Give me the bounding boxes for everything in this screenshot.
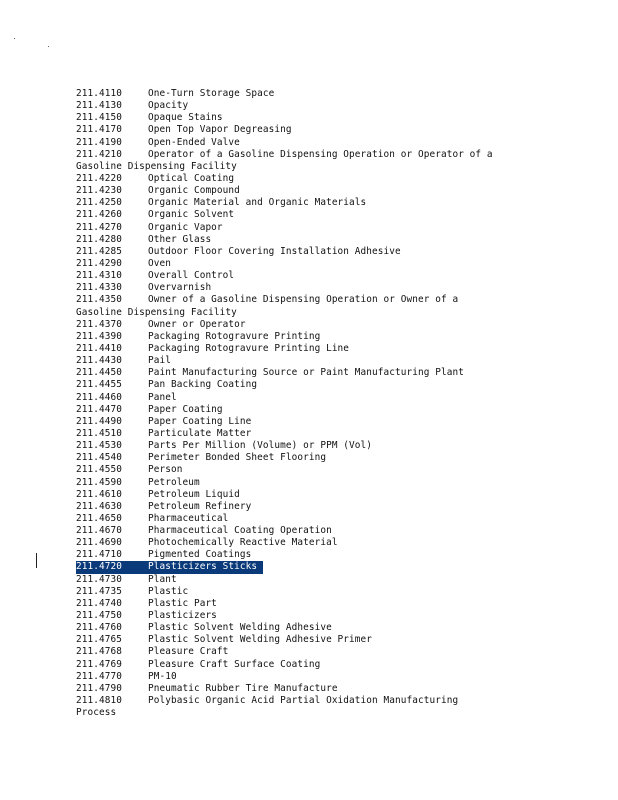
definitions-list	[76, 88, 556, 719]
section-number: 211.4770	[76, 670, 122, 682]
defined-term: Pigmented Coatings	[148, 549, 252, 561]
defined-term: Plastic Solvent Welding Adhesive Primer	[148, 634, 373, 646]
defined-term-continuation: Process	[76, 707, 117, 719]
section-number: 211.4650	[76, 512, 122, 524]
defined-term: Plant	[148, 573, 177, 585]
section-number: 211.4590	[76, 476, 122, 488]
list-item[interactable]	[76, 197, 556, 209]
section-number: 211.4760	[76, 622, 122, 634]
section-number: 211.4550	[76, 464, 122, 476]
list-item[interactable]	[76, 173, 556, 185]
section-number: 211.4220	[76, 172, 122, 184]
defined-term-continuation: Gasoline Dispensing Facility	[76, 306, 237, 318]
list-item[interactable]	[76, 537, 556, 549]
list-item[interactable]	[76, 379, 556, 391]
list-item[interactable]	[76, 234, 556, 246]
section-number: 211.4790	[76, 682, 122, 694]
defined-term: Plasticizers Sticks	[148, 561, 263, 573]
list-item[interactable]	[76, 489, 556, 501]
list-item[interactable]	[76, 258, 556, 270]
section-number: 211.4330	[76, 282, 122, 294]
defined-term: Petroleum Liquid	[148, 488, 240, 500]
defined-term: Pan Backing Coating	[148, 379, 258, 391]
list-item[interactable]	[76, 185, 556, 197]
list-item[interactable]	[76, 440, 556, 452]
section-number: 211.4690	[76, 537, 122, 549]
section-number: 211.4720	[76, 561, 148, 573]
section-number: 211.4250	[76, 197, 122, 209]
section-number: 211.4530	[76, 440, 122, 452]
list-item[interactable]	[76, 634, 556, 646]
defined-term: Organic Material and Organic Materials	[148, 197, 367, 209]
list-item[interactable]	[76, 574, 556, 586]
list-item[interactable]	[76, 222, 556, 234]
section-number: 211.4740	[76, 597, 122, 609]
section-number: 211.4768	[76, 646, 122, 658]
defined-term: Paper Coating Line	[148, 415, 252, 427]
defined-term: Open-Ended Valve	[148, 136, 240, 148]
defined-term: One-Turn Storage Space	[148, 88, 275, 99]
section-number: 211.4170	[76, 124, 122, 136]
defined-term: Panel	[148, 391, 177, 403]
list-item[interactable]	[76, 294, 556, 306]
section-number: 211.4370	[76, 318, 122, 330]
defined-term: Organic Vapor	[148, 221, 223, 233]
section-number: 211.4260	[76, 209, 122, 221]
list-item[interactable]	[76, 124, 556, 136]
section-number: 211.4290	[76, 257, 122, 269]
section-number: 211.4190	[76, 136, 122, 148]
scan-speck	[14, 38, 15, 39]
list-item[interactable]	[76, 513, 556, 525]
section-number: 211.4310	[76, 270, 122, 282]
defined-term: Plasticizers	[148, 610, 217, 622]
defined-term: Pleasure Craft	[148, 646, 229, 658]
section-number: 211.4630	[76, 500, 122, 512]
list-item[interactable]	[76, 209, 556, 221]
section-number: 211.4765	[76, 634, 122, 646]
list-item[interactable]	[76, 683, 556, 695]
defined-term: Plastic Part	[148, 597, 217, 609]
defined-term: Owner or Operator	[148, 318, 246, 330]
defined-term: Packaging Rotogravure Printing Line	[148, 342, 350, 354]
defined-term: Pharmaceutical Coating Operation	[148, 525, 332, 537]
section-number: 211.4150	[76, 112, 122, 124]
section-number: 211.4270	[76, 221, 122, 233]
defined-term: Owner of a Gasoline Dispensing Operation or Owner of a	[148, 294, 459, 306]
defined-term: Operator of a Gasoline Dispensing Operation or Operator of a	[148, 148, 493, 160]
section-number: 211.4670	[76, 525, 122, 537]
list-item[interactable]	[76, 695, 556, 707]
section-number: 211.4730	[76, 573, 122, 585]
list-item[interactable]	[76, 331, 556, 343]
defined-term: Outdoor Floor Covering Installation Adhesive	[148, 245, 401, 257]
defined-term: Opaque Stains	[148, 112, 223, 124]
defined-term: PM-10	[148, 670, 177, 682]
section-number: 211.4769	[76, 658, 122, 670]
section-number: 211.4455	[76, 379, 122, 391]
list-item[interactable]	[76, 598, 556, 610]
list-item-selected[interactable]	[76, 561, 556, 573]
list-item[interactable]	[76, 586, 556, 598]
defined-term: Plastic	[148, 585, 189, 597]
defined-term: Particulate Matter	[148, 427, 252, 439]
section-number: 211.4460	[76, 391, 122, 403]
list-item[interactable]	[76, 464, 556, 476]
list-item[interactable]	[76, 137, 556, 149]
defined-term: Perimeter Bonded Sheet Flooring	[148, 452, 327, 464]
defined-term: Person	[148, 464, 183, 476]
section-number: 211.4810	[76, 695, 122, 707]
list-item[interactable]	[76, 659, 556, 671]
section-number: 211.4410	[76, 342, 122, 354]
section-number: 211.4510	[76, 427, 122, 439]
defined-term: Optical Coating	[148, 172, 235, 184]
defined-term: Other Glass	[148, 233, 212, 245]
list-item[interactable]	[76, 501, 556, 513]
list-item[interactable]	[76, 367, 556, 379]
list-item[interactable]	[76, 549, 556, 561]
defined-term: Pneumatic Rubber Tire Manufacture	[148, 682, 338, 694]
section-number: 211.4430	[76, 355, 122, 367]
defined-term: Petroleum Refinery	[148, 500, 252, 512]
list-item[interactable]	[76, 343, 556, 355]
defined-term: Pharmaceutical	[148, 512, 229, 524]
list-item[interactable]	[76, 428, 556, 440]
list-item[interactable]	[76, 622, 556, 634]
defined-term: Polybasic Organic Acid Partial Oxidation Manufacturing	[148, 695, 459, 707]
defined-term: Pail	[148, 355, 171, 367]
list-item[interactable]	[76, 319, 556, 331]
defined-term-continuation: Gasoline Dispensing Facility	[76, 160, 237, 172]
section-number: 211.4285	[76, 245, 122, 257]
list-item[interactable]	[76, 404, 556, 416]
section-number: 211.4750	[76, 610, 122, 622]
scan-speck	[48, 46, 49, 47]
defined-term: Overall Control	[148, 270, 235, 282]
list-item[interactable]	[76, 149, 556, 161]
defined-term: Paper Coating	[148, 403, 223, 415]
list-item[interactable]	[76, 392, 556, 404]
defined-term: Plastic Solvent Welding Adhesive	[148, 622, 332, 634]
section-number: 211.4130	[76, 100, 122, 112]
defined-term: Opacity	[148, 100, 189, 112]
defined-term: Overvarnish	[148, 282, 212, 294]
list-item[interactable]	[76, 88, 556, 100]
section-number: 211.4710	[76, 549, 122, 561]
list-item[interactable]	[76, 246, 556, 258]
list-item[interactable]	[76, 270, 556, 282]
list-item[interactable]	[76, 452, 556, 464]
list-item[interactable]	[76, 282, 556, 294]
list-item[interactable]	[76, 100, 556, 112]
defined-term: Open Top Vapor Degreasing	[148, 124, 292, 136]
defined-term: Petroleum	[148, 476, 200, 488]
section-number: 211.4490	[76, 415, 122, 427]
section-number: 211.4610	[76, 488, 122, 500]
section-number: 211.4390	[76, 330, 122, 342]
list-item[interactable]	[76, 646, 556, 658]
defined-term: Oven	[148, 257, 171, 269]
list-item[interactable]	[76, 416, 556, 428]
section-number: 211.4230	[76, 185, 122, 197]
defined-term: Packaging Rotogravure Printing	[148, 330, 321, 342]
section-number: 211.4280	[76, 233, 122, 245]
section-number: 211.4540	[76, 452, 122, 464]
list-item[interactable]	[76, 610, 556, 622]
section-number: 211.4735	[76, 585, 122, 597]
list-item[interactable]	[76, 355, 556, 367]
section-number: 211.4210	[76, 148, 122, 160]
text-cursor	[36, 553, 37, 568]
list-item[interactable]	[76, 112, 556, 124]
list-item[interactable]	[76, 477, 556, 489]
defined-term: Photochemically Reactive Material	[148, 537, 338, 549]
defined-term: Organic Solvent	[148, 209, 235, 221]
list-item[interactable]	[76, 671, 556, 683]
section-number: 211.4350	[76, 294, 122, 306]
defined-term: Pleasure Craft Surface Coating	[148, 658, 321, 670]
defined-term: Paint Manufacturing Source or Paint Manufacturing Plant	[148, 367, 464, 379]
defined-term: Parts Per Million (Volume) or PPM (Vol)	[148, 440, 373, 452]
list-item[interactable]	[76, 525, 556, 537]
section-number: 211.4450	[76, 367, 122, 379]
defined-term: Organic Compound	[148, 185, 240, 197]
section-number: 211.4470	[76, 403, 122, 415]
section-number: 211.4110	[76, 88, 122, 99]
